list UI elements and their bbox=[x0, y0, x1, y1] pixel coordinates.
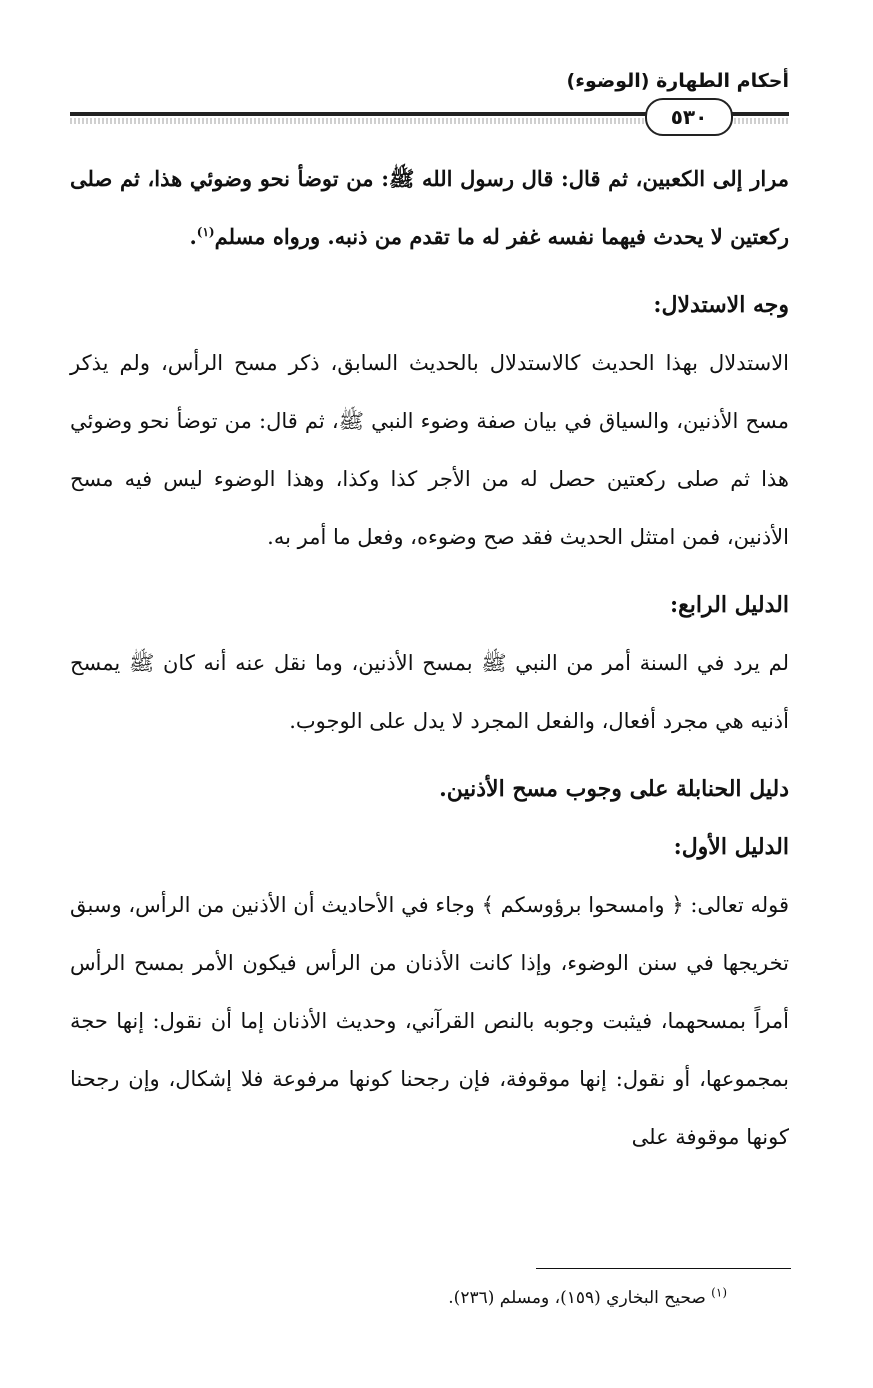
paragraph: الاستدلال بهذا الحديث كالاستدلال بالحديث السابق، ذكر مسح الرأس، ولم يذكر مسح الأذنين، والسياق في بيان صفة وضوء النبي ﷺ، ثم قال: من توضأ نحو وضوئي هذا ثم صلى ركعتين حصل له من الأجر كذا وكذا، وهذا الوضوء ليس فيه مسح الأذنين، فمن امتثل الحديث فقد صح وضوءه، وفعل ما أمر به. bbox=[70, 351, 789, 549]
page-header bbox=[70, 70, 789, 130]
section-heading: وجه الاستدلال: bbox=[653, 292, 789, 318]
section-heading: دليل الحنابلة على وجوب مسح الأذنين. bbox=[439, 776, 789, 802]
paragraph: لم يرد في السنة أمر من النبي ﷺ بمسح الأذنين، وما نقل عنه أنه كان ﷺ يمسح أذنيه هي مجرد أفعال، والفعل المجرد لا يدل على الوجوب. bbox=[70, 651, 789, 733]
running-title: أحكام الطهارة (الوضوء) bbox=[566, 70, 789, 92]
footnote-text: صحيح البخاري (١٥٩)، ومسلم (٢٣٦). bbox=[448, 1288, 706, 1308]
page-number: ٥٣٠ bbox=[645, 98, 733, 136]
footnote bbox=[448, 1285, 727, 1308]
hadith-text: مرار إلى الكعبين، ثم قال: قال رسول الله ﷺ: من توضأ نحو وضوئي هذا، ثم صلى ركعتين لا يحدث فيهما نفسه غفر له ما تقدم من ذنبه. ورواه مسلم$^{(١)}$. bbox=[70, 166, 789, 249]
footnote-marker: (١) bbox=[196, 225, 215, 239]
section-heading: الدليل الأول: bbox=[673, 834, 789, 860]
footnote-rule bbox=[536, 1268, 791, 1269]
footnote-number: (١) bbox=[711, 1285, 727, 1300]
page-body bbox=[70, 150, 789, 1166]
section-heading: الدليل الرابع: bbox=[669, 592, 789, 618]
paragraph: قوله تعالى: ﴿ وامسحوا برؤوسكم ﴾ وجاء في الأحاديث أن الأذنين من الرأس، وسبق تخريجها في سنن الوضوء، وإذا كانت الأذنان من الرأس فيكون الأمر بمسح الرأس أمراً بمسحهما، فيثبت وجوبه بالنص القرآني، وحديث الأذنان إما أن نقول: إنها حجة بمجموعها، أو نقول: إنها موقوفة، فإن رجحنا كونها مرفوعة فلا إشكال، وإن رجحنا كونها موقوفة على bbox=[70, 893, 789, 1149]
